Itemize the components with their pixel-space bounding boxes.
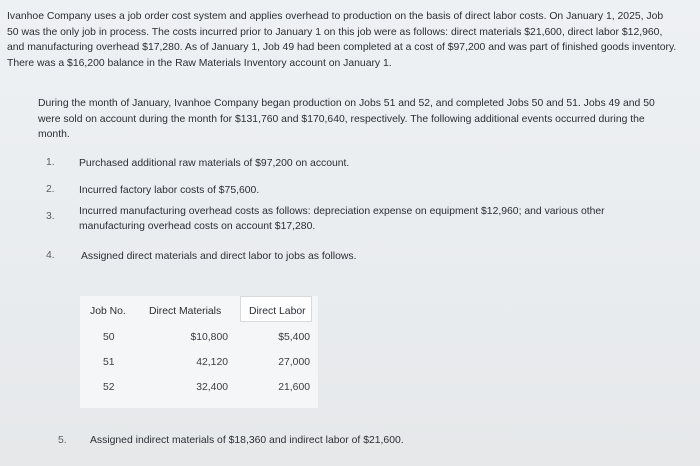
cell-direct-materials: 32,400: [196, 382, 228, 393]
header-job-no: Job No.: [90, 306, 126, 317]
header-direct-materials: Direct Materials: [149, 306, 222, 317]
cell-direct-materials: $10,800: [190, 332, 228, 343]
intro-paragraph: Ivanhoe Company uses a job order cost system and applies overhead to production on the basis of direct labor costs. On January 1, 2025, Job 50 was the only job in process. The costs incurred prior to January 1 on this job were as follows: direct materials $21,600, direct labor $12,960, and manufacturing overhead $17,280. As of January 1, Job 49 had been completed at a cost of $97,200 and was part of finished goods inventory. There was a $16,200 balance in the Raw Materials Inventory account on January 1.: [7, 11, 677, 69]
cell-direct-labor: $5,400: [278, 332, 310, 343]
event-text: Assigned direct materials and direct labor to jobs as follows.: [81, 251, 357, 262]
january-paragraph: During the month of January, Ivanhoe Company began production on Jobs 51 and 52, and completed Jobs 50 and 51. Jobs 49 and 50 were sold on account during the month for $131,760 and $170,640, respectively. The following additional events occurred during the month.: [38, 98, 655, 140]
cell-direct-labor: 27,000: [278, 357, 310, 368]
event-number: 1.: [46, 157, 55, 168]
header-direct-labor: Direct Labor: [249, 306, 306, 317]
event-text: Incurred manufacturing overhead costs as follows: depreciation expense on equipment $12,960; and various other manufacturing overhead costs on account $17,280.: [79, 206, 605, 232]
cell-direct-labor: 21,600: [278, 382, 310, 393]
event-number: 4.: [46, 250, 55, 261]
cell-job-no: 52: [103, 382, 115, 393]
event-number: 2.: [46, 184, 55, 195]
cell-job-no: 50: [103, 332, 115, 343]
event-text: Purchased additional raw materials of $97,200 on account.: [79, 158, 350, 169]
event-text: Assigned indirect materials of $18,360 and indirect labor of $21,600.: [90, 435, 404, 446]
event-number: 3.: [46, 211, 55, 222]
cell-job-no: 51: [103, 357, 115, 368]
event-text: Incurred factory labor costs of $75,600.: [79, 185, 260, 196]
job-cost-table: [80, 296, 318, 408]
event-number: 5.: [58, 435, 67, 446]
cell-direct-materials: 42,120: [196, 357, 228, 368]
